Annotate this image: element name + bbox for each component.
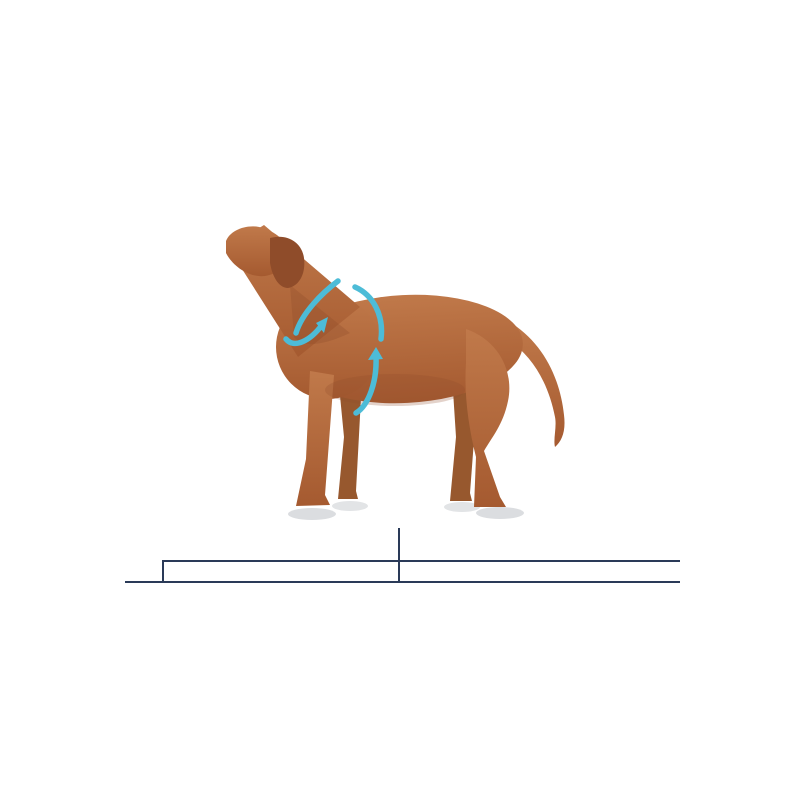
- unit-row-spacer: [125, 562, 162, 583]
- neck-unit-label: [162, 562, 400, 583]
- dog-drawing: [170, 225, 620, 535]
- halti-logo: [666, 12, 686, 22]
- dog-illustration: [170, 225, 620, 535]
- dog-belly-shade: [325, 374, 465, 406]
- neck-column-header: [162, 528, 400, 562]
- script-title: [0, 30, 800, 51]
- chest-unit-label: [400, 562, 680, 583]
- size-table: [125, 528, 680, 762]
- table-corner-spacer: [125, 528, 162, 562]
- chest-column-header: [400, 528, 680, 562]
